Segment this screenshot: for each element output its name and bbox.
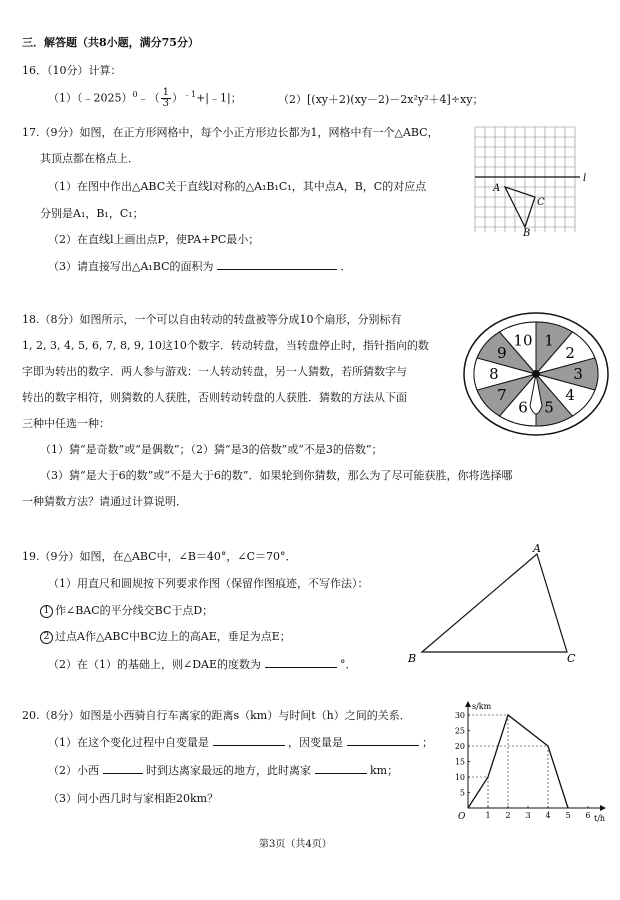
spinner-label: 8 [489, 365, 499, 383]
q16-heading: 16．（10分）计算： [22, 64, 122, 77]
step1-marker: 1 [40, 605, 53, 618]
q19-step2-text: 过点A作△ABC中BC边上的高AE，垂足为点E； [55, 630, 291, 643]
y-tick-label: 10 [454, 773, 465, 782]
q20-part2-mid: 时到达离家最远的地方，此时离家 [146, 764, 311, 777]
q19-vertex-c-label: C [567, 652, 576, 665]
page-footer: 第3页（共4页） [259, 839, 332, 850]
y-tick-label: 25 [454, 726, 465, 736]
q19-vertex-a-label: A [533, 542, 541, 555]
spinner-label: 4 [565, 385, 575, 404]
q20-blank-independent[interactable] [213, 734, 285, 746]
q18-line5: 三种中任选一种： [22, 417, 110, 430]
q19-line1: 19.（9分）如图，在△ABC中，∠B＝40°，∠C＝70°． [22, 550, 297, 563]
spinner-label: 9 [497, 344, 507, 363]
q20-part1 [48, 734, 433, 750]
q16-part1 [48, 88, 242, 109]
y-tick-label: 30 [454, 711, 465, 720]
q18-line8: 一种猜数方法？请通过计算说明． [22, 495, 187, 508]
q19-step1-text: 作∠BAC的平分线交BC于点D； [55, 604, 214, 617]
q16-p1-exp1: ﹣1 [182, 89, 197, 99]
q20-blank-time[interactable] [103, 762, 143, 774]
q18-line1: 18.（8分）如图所示，一个可以自由转动的转盘被等分成10个扇形，分别标有 [22, 313, 402, 326]
spinner-figure [460, 310, 612, 440]
vertex-b-label: B [523, 228, 531, 238]
q18-options-1-2: （1）猜“是奇数”或“是偶数”；（2）猜“是3的倍数”或“不是3的倍数”； [40, 443, 383, 456]
spinner-label: 3 [573, 365, 583, 383]
vertex-c-label: C [537, 197, 545, 208]
q19-part2-text: （2）在（1）的基础上，则∠DAE的度数为 [48, 658, 262, 671]
vertex-a-label: A [493, 183, 501, 194]
q18-line2: 1, 2, 3, 4, 5, 6, 7, 8, 9, 10这10个数字．转动转盘，当转盘停止时，指针指向的数 [22, 339, 429, 352]
y-tick-label: 20 [454, 742, 465, 751]
q19-answer-blank[interactable] [265, 656, 337, 668]
q20-part1-text: （1）在这个变化过程中自变量是 [48, 736, 209, 749]
q16-fraction [161, 88, 171, 109]
y-tick-label: 15 [454, 757, 465, 767]
chart-guides [468, 715, 548, 808]
q17-part3 [48, 258, 352, 274]
line-l-label: l [583, 173, 587, 184]
spinner-label: 7 [497, 385, 507, 404]
spinner-hub [532, 370, 540, 378]
q19-step1 [40, 602, 213, 618]
q17-line1: 17.（9分）如图，在正方形网格中，每个小正方形边长都为1，网格中有一个△ABC， [22, 126, 439, 139]
step2-marker: 2 [40, 631, 53, 644]
q16-p1-exp0: 0 [132, 89, 138, 99]
q17-part1-cont: 分别是A₁，B₁，C₁； [40, 207, 144, 220]
q19-part1: （1）用直尺和圆规按下列要求作图（保留作图痕迹，不写作法）： [48, 577, 369, 590]
q17-part3-text: （3）请直接写出△A₁BC的面积为 [48, 260, 214, 273]
q20-part3: （3）问小西几时与家相距20km？ [48, 792, 219, 805]
q20-line1: 20.（8分）如图是小西骑自行车离家的距离s（km）与时间t（h）之间的关系． [22, 709, 411, 722]
series-line [468, 715, 568, 808]
q20-blank-dependent[interactable] [347, 734, 419, 746]
x-axis-label: t/h [594, 814, 606, 823]
q20-blank-distance[interactable] [315, 762, 367, 774]
q20-part2-text: （2）小西 [48, 764, 99, 777]
q16-p1-tail: +|﹣1|； [196, 91, 242, 105]
q16-frac-den: 3 [162, 98, 169, 109]
q18-option-3: （3）猜“是大于6的数”或“不是大于6的数”．如果轮到你猜数，那么为了尽可能获胜，你将选择哪 [40, 469, 513, 482]
q17-part1: （1）在图中作出△ABC关于直线l对称的△A₁B₁C₁，其中点A，B，C的对应点 [48, 180, 427, 193]
q20-part1-end: ； [422, 736, 433, 749]
q17-answer-blank[interactable] [217, 258, 337, 270]
q18-line3: 字即为转出的数字．两人参与游戏：一人转动转盘，另一人猜数，若所猜数字与 [22, 365, 407, 378]
q17-grid-figure [470, 122, 595, 238]
section-title: 三．解答题（共8小题，满分75分） [22, 36, 199, 49]
q17-line2: 其顶点都在格点上． [40, 152, 139, 165]
x-tick-label: 1 [485, 811, 491, 820]
q16-part2: （2）[(xy＋2)(xy－2)－2x²y²＋4]÷xy； [278, 93, 484, 106]
q16-p1-minus: ﹣（ [137, 91, 160, 105]
x-tick-label: 5 [565, 811, 571, 820]
x-tick-label: 6 [585, 811, 591, 820]
q20-part2 [48, 762, 398, 778]
q17-part2: （2）在直线l上画出点P，使PA+PC最小； [48, 233, 260, 246]
q19-part2-end: °． [340, 658, 357, 671]
x-tick-label: 2 [505, 811, 511, 820]
q20-part2-end: km； [370, 764, 399, 777]
origin-label: O [458, 812, 466, 822]
spinner-label: 5 [544, 398, 554, 417]
q18-line4: 转出的数字相符，则猜数的人获胜，否则转动转盘的人获胜．猜数的方法从下面 [22, 391, 407, 404]
q16-p1-close: ） [171, 91, 183, 105]
grid-lines [475, 127, 575, 232]
spinner-label: 2 [565, 344, 575, 363]
q17-part3-end: ． [340, 260, 352, 273]
q19-vertex-b-label: B [408, 652, 417, 665]
y-axis-label: s/km [472, 702, 492, 711]
q16-frac-num: 1 [162, 87, 169, 98]
q19-part2 [48, 656, 357, 672]
chart-ticks [455, 711, 591, 820]
q16-p1-prefix: （1）（﹣2025） [48, 91, 133, 105]
q20-part1-mid: ，因变量是 [288, 736, 343, 749]
spinner-label: 6 [518, 398, 528, 417]
x-tick-label: 4 [545, 811, 551, 820]
y-tick-label: 5 [459, 788, 465, 798]
q19-triangle-figure [402, 542, 592, 672]
x-tick-label: 3 [525, 811, 531, 820]
spinner-label: 10 [513, 331, 533, 350]
spinner-label: 1 [544, 331, 554, 350]
distance-time-chart [448, 698, 610, 824]
triangle-abc-q19 [422, 554, 567, 652]
q19-step2 [40, 628, 291, 644]
